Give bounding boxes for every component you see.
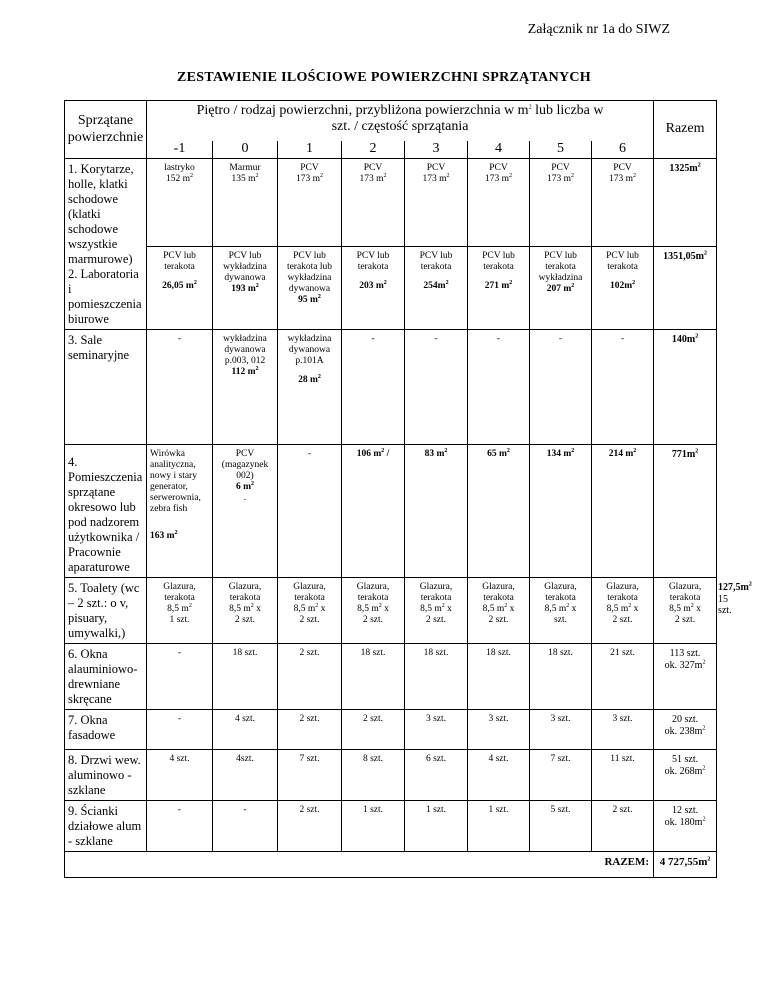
cell bbox=[213, 159, 278, 247]
floor-header: 1 bbox=[278, 141, 342, 159]
sup: 2 bbox=[381, 447, 385, 454]
cell: 18 szt. bbox=[405, 644, 468, 710]
row-label-periodic: 4. Pomieszczenia sprzątane okresowo lub pod nadzorem użytkownika / Pracownie aparaturowe bbox=[65, 445, 147, 578]
cell: 2 szt. bbox=[278, 644, 342, 710]
total-cell bbox=[654, 750, 717, 801]
cell-text: PCV lub bbox=[606, 251, 639, 262]
cell-text: 2 szt. bbox=[612, 614, 633, 625]
total-text: ok. 238m bbox=[664, 725, 703, 737]
row-label-toilets: 5. Toalety (wc – 2 szt.: o v, pisuary, umywalki,) bbox=[65, 578, 147, 644]
floor-header: 5 bbox=[530, 141, 592, 159]
cell-text: terakota bbox=[607, 261, 638, 272]
cell-text: generator, bbox=[150, 481, 188, 492]
cell bbox=[405, 247, 468, 330]
floor-header: 0 bbox=[213, 141, 278, 159]
total-text: ok. 268m bbox=[664, 765, 703, 777]
cell-text: terakota bbox=[164, 592, 195, 603]
sup: 2 bbox=[628, 602, 632, 609]
cell bbox=[468, 445, 530, 578]
cell-text: Glazura, bbox=[228, 582, 262, 592]
cell: - bbox=[213, 801, 278, 852]
cell: - bbox=[278, 445, 342, 578]
cell bbox=[147, 445, 213, 578]
cell-text: Glazura, bbox=[356, 582, 390, 592]
sup: 2 bbox=[441, 602, 445, 609]
sup: 2 bbox=[703, 250, 707, 257]
cell-text: 2 szt. bbox=[234, 614, 256, 625]
cell bbox=[342, 445, 405, 578]
cell-text: 2 szt. bbox=[488, 614, 509, 625]
cell-text: Glazura, bbox=[419, 582, 453, 592]
cell-text: 173 m bbox=[546, 173, 571, 184]
grand-total-number: 4 727,55m bbox=[659, 856, 708, 868]
cell-text: 8,5 m bbox=[420, 603, 442, 614]
cell bbox=[405, 578, 468, 644]
cell: - bbox=[147, 330, 213, 445]
cell-text: terakota bbox=[164, 261, 195, 272]
cell-text: . bbox=[243, 492, 247, 503]
cell bbox=[592, 445, 654, 578]
cell-value: 112 m bbox=[231, 366, 256, 377]
sup: 2 bbox=[702, 765, 706, 772]
cell-text: terakota bbox=[357, 261, 389, 272]
row-label-facade-windows: 7. Okna fasadowe bbox=[65, 710, 147, 750]
cell bbox=[592, 247, 654, 330]
cell bbox=[654, 578, 717, 644]
cell-text: terakota bbox=[545, 261, 576, 272]
header-total: Razem bbox=[654, 101, 717, 159]
sup: 2 bbox=[571, 447, 575, 454]
cell-text: dywanowa bbox=[288, 344, 331, 355]
cell-value: 83 m bbox=[424, 449, 445, 459]
sup: 2 bbox=[255, 282, 259, 289]
cell: 18 szt. bbox=[468, 644, 530, 710]
header-desc-sup: 2 bbox=[528, 104, 532, 111]
cell-text: Glazura, bbox=[482, 582, 515, 592]
floor-header: 4 bbox=[468, 141, 530, 159]
sup: 2 bbox=[695, 333, 699, 340]
header-areas-line2: powierzchnie bbox=[67, 129, 144, 145]
sup: 2 bbox=[317, 373, 321, 380]
grand-total-value bbox=[654, 852, 717, 878]
cell-text: 8,5 m bbox=[357, 603, 379, 614]
sup: 2 bbox=[702, 725, 706, 732]
cell-text: x bbox=[693, 603, 701, 614]
total-value: 127,5m bbox=[718, 582, 749, 593]
cell bbox=[278, 330, 342, 445]
cell-value: 207 m bbox=[546, 283, 572, 294]
sup: 2 bbox=[702, 659, 706, 666]
cell: 5 szt. bbox=[530, 801, 592, 852]
cell-text: terakota bbox=[420, 261, 452, 272]
cell-text: szt. bbox=[554, 614, 567, 625]
sup: 2 bbox=[509, 172, 512, 179]
cell bbox=[342, 247, 405, 330]
sup: 2 bbox=[251, 480, 255, 487]
cell bbox=[213, 445, 278, 578]
cell: 18 szt. bbox=[213, 644, 278, 710]
cell-text: x bbox=[318, 603, 326, 614]
cell-text: x bbox=[569, 603, 577, 614]
cell: - bbox=[147, 710, 213, 750]
cell-text: dywanowa bbox=[224, 344, 266, 355]
cell: 21 szt. bbox=[592, 644, 654, 710]
cell-text: Glazura, bbox=[606, 582, 639, 592]
cell: 7 szt. bbox=[278, 750, 342, 801]
cell bbox=[405, 445, 468, 578]
cell: 7 szt. bbox=[530, 750, 592, 801]
sup: 2 bbox=[695, 448, 699, 455]
cell-text: 002) bbox=[236, 470, 254, 481]
cell-text: Glazura, bbox=[544, 582, 577, 592]
cell-text: Wirówka bbox=[150, 449, 185, 459]
cell-text: terakota bbox=[669, 592, 701, 603]
total-value: 771m bbox=[671, 449, 696, 460]
cell-value: 254m bbox=[423, 280, 446, 291]
cell-text: 8,5 m bbox=[669, 603, 691, 614]
total-text: 20 szt. bbox=[671, 714, 699, 725]
cell-value: 134 m bbox=[546, 449, 572, 459]
cell-text: Glazura, bbox=[668, 582, 702, 592]
cell-text: analityczna, bbox=[150, 459, 196, 470]
cell: 4 szt. bbox=[213, 710, 278, 750]
sup: 2 bbox=[632, 279, 636, 286]
total-cell bbox=[654, 801, 717, 852]
cell-value: 28 m bbox=[298, 374, 318, 385]
cell: 4 szt. bbox=[147, 750, 213, 801]
cell: - bbox=[405, 330, 468, 445]
cell-text: dywanowa bbox=[288, 283, 331, 294]
cell bbox=[530, 247, 592, 330]
cell: 3 szt. bbox=[468, 710, 530, 750]
cell-text: terakota bbox=[229, 592, 261, 603]
cell-text: terakota lub bbox=[286, 261, 333, 272]
cell bbox=[213, 330, 278, 445]
cell-text: 2 szt. bbox=[362, 614, 384, 625]
cell-text: dywanowa bbox=[224, 272, 266, 283]
sup: 2 bbox=[378, 602, 382, 609]
cell-text: wykładzina bbox=[538, 272, 583, 283]
floor-header: 3 bbox=[405, 141, 468, 159]
cell: 1 szt. bbox=[342, 801, 405, 852]
cell-text: 173 m bbox=[609, 173, 634, 184]
cell-text: PCV bbox=[235, 449, 255, 459]
cell: - bbox=[468, 330, 530, 445]
cell bbox=[468, 159, 530, 247]
cell-text: terakota bbox=[483, 261, 514, 272]
sup: 2 bbox=[444, 447, 448, 454]
cell-value: 102m bbox=[609, 280, 633, 291]
cell: - bbox=[147, 644, 213, 710]
cell bbox=[147, 159, 213, 247]
total-text: 12 szt. bbox=[671, 805, 699, 816]
cell: 11 szt. bbox=[592, 750, 654, 801]
cell-text: x bbox=[631, 603, 639, 614]
label-corridors: 1. Korytarze, holle, klatki schodowe (klatki schodowe wszystkie marmurowe) bbox=[68, 162, 134, 266]
sup: 2 bbox=[190, 172, 193, 179]
row-label-corridors-labs bbox=[65, 159, 147, 330]
cell-value: 6 m bbox=[235, 481, 252, 492]
total-cell bbox=[654, 247, 717, 330]
cell-text: PCV lub bbox=[419, 251, 453, 262]
cell: 4szt. bbox=[213, 750, 278, 801]
total-value: 140m bbox=[671, 334, 696, 345]
cell-text: (magazynek bbox=[221, 459, 269, 470]
cell-text: Glazura, bbox=[293, 582, 326, 592]
cell-text: 8,5 m bbox=[544, 603, 567, 614]
cell-text: PCV lub bbox=[228, 251, 262, 262]
cell-value: 193 m bbox=[231, 283, 256, 294]
cell: 2 szt. bbox=[278, 801, 342, 852]
cell: - bbox=[147, 801, 213, 852]
row-label-partitions: 9. Ścianki działowe alum - szklane bbox=[65, 801, 147, 852]
sup: 2 bbox=[445, 279, 449, 286]
cell-text: PCV bbox=[300, 163, 319, 173]
cell: 2 szt. bbox=[592, 801, 654, 852]
cell-value: 214 m bbox=[608, 449, 634, 459]
cell-text: terakota bbox=[294, 592, 325, 603]
sup: 2 bbox=[707, 856, 711, 863]
total-value: 1325m bbox=[669, 163, 698, 174]
total-cell bbox=[654, 644, 717, 710]
cell-text: PCV lub bbox=[163, 251, 196, 262]
header-desc-text: Piętro / rodzaj powierzchni, przybliżona powierzchnia w m bbox=[196, 103, 529, 118]
cell: 4 szt. bbox=[468, 750, 530, 801]
total-cell bbox=[654, 330, 717, 445]
grand-total-label: RAZEM: bbox=[65, 852, 654, 878]
cell bbox=[530, 578, 592, 644]
cell-text: lastryko bbox=[164, 163, 195, 173]
floor-header: 2 bbox=[342, 141, 405, 159]
label-labs: 2. Laboratoria i pomieszczenia biurowe bbox=[68, 267, 142, 326]
row-label-seminar: 3. Sale seminaryjne bbox=[65, 330, 147, 445]
sup: 2 bbox=[255, 365, 259, 372]
sup: 2 bbox=[317, 293, 321, 300]
cell: 3 szt. bbox=[405, 710, 468, 750]
cell-text: terakota bbox=[420, 592, 452, 603]
cell-text: p.101A bbox=[295, 355, 324, 366]
cell-text: 173 m bbox=[484, 173, 509, 184]
sup: 2 bbox=[383, 172, 387, 179]
sup: 2 bbox=[188, 602, 192, 609]
cell bbox=[278, 159, 342, 247]
sup: 2 bbox=[509, 279, 513, 286]
total-text: ok. 180m bbox=[664, 816, 703, 828]
cell-text: 8,5 m bbox=[606, 603, 629, 614]
cell-text: 8,5 m bbox=[167, 603, 189, 614]
cell-value: 203 m bbox=[359, 280, 384, 291]
cell: - bbox=[342, 330, 405, 445]
cell bbox=[342, 159, 405, 247]
cell-value: 65 m bbox=[487, 449, 507, 459]
cell: 1 szt. bbox=[468, 801, 530, 852]
cell: - bbox=[592, 330, 654, 445]
cell-value: 95 m bbox=[298, 294, 318, 305]
cell bbox=[278, 247, 342, 330]
attachment-header: Załącznik nr 1a do SIWZ bbox=[527, 22, 670, 37]
sup: 2 bbox=[504, 602, 508, 609]
cell-text: terakota bbox=[483, 592, 514, 603]
cell-text: Marmur bbox=[229, 163, 261, 173]
cell-text: 2 szt. bbox=[675, 614, 696, 625]
cell bbox=[530, 159, 592, 247]
header-desc-line2: szt. / częstość sprzątania bbox=[331, 119, 469, 135]
sup: 2 bbox=[633, 447, 637, 454]
cell bbox=[147, 578, 213, 644]
sup: 2 bbox=[320, 172, 323, 179]
sup: 2 bbox=[633, 172, 637, 179]
cell-text: 8,5 m bbox=[482, 603, 505, 614]
cell-text: wykładzina bbox=[223, 334, 267, 344]
cell-text: PCV lub bbox=[482, 251, 515, 262]
sup: 2 bbox=[702, 816, 706, 823]
sup: 2 bbox=[690, 602, 694, 609]
cell-text: x bbox=[507, 603, 515, 614]
cell-text: wykładzina bbox=[287, 334, 332, 344]
cell: 8 szt. bbox=[342, 750, 405, 801]
sup: 2 bbox=[174, 529, 178, 536]
cell bbox=[592, 159, 654, 247]
sup: 2 bbox=[446, 172, 450, 179]
cell: 6 szt. bbox=[405, 750, 468, 801]
cell-text: PCV bbox=[489, 163, 508, 173]
cell-text: x bbox=[381, 603, 389, 614]
cell bbox=[213, 578, 278, 644]
cell-text: wykładzina bbox=[223, 261, 267, 272]
header-desc-text-b: lub liczba w bbox=[531, 103, 604, 118]
cell bbox=[278, 578, 342, 644]
cell: 18 szt. bbox=[342, 644, 405, 710]
cell bbox=[405, 159, 468, 247]
cell-text: terakota bbox=[545, 592, 576, 603]
header-floors-description bbox=[147, 101, 654, 141]
cell: 2 szt. bbox=[278, 710, 342, 750]
sup: 2 bbox=[193, 279, 197, 286]
sup: 2 bbox=[250, 602, 254, 609]
cell-text: PCV lub bbox=[544, 251, 577, 262]
sup: 2 bbox=[571, 282, 575, 289]
cell-text: PCV bbox=[426, 163, 446, 173]
sup: 2 bbox=[566, 602, 570, 609]
cell bbox=[342, 578, 405, 644]
cell: - bbox=[530, 330, 592, 445]
surface-table: Sprzątane powierzchnie Piętro / rodzaj powierzchni, przybliżona powierzchnia w $m^2$ lub liczba w szt. / częstość sprzątania Razem -1 0 1 2 3 4 5 6 1. Korytarze, holle, klatki schodowe (klatki schodowe wszystkie marmurowe) 2. Laboratoria i pomieszczenia biurowe lastryko 152 $m^2$ Marmur 135 $m^2$ PCV 173 $m^2$ PCV 173 $m^2$ PCV 173 $m^2$ PCV 173 $m^2$ PCV 173 $m^2$ PCV 173 $m^2$ $1325m^2$ PCV lub terakota 26,05 $m^2$ PCV lub wykładzina dywanowa 193 $m^2$ PCV lub terakota lub wykładzina dywanowa 95 $m^2$ PCV lub terakota 203 $m^2$ PCV lub terakota $254m^2$ PCV lub terakota 271 $m^2$ PCV lub terakota wykładzina 207 $m^2$ PCV lub terakota $102m^2$ $1351,05m^2$ 3. Sale seminaryjne - wykładzina dywanowa p.003, 012 112 $m^2$ wykładzina dywanowa p.101A 28 $m^2$ - - - - - $140m^2$ 4. Pomieszczenia sprzątane okresowo lub pod nadzorem użytkownika / Pracownie aparaturowe Wirówka analityczna, nowy i stary generator, serwerownia, zebra fish 163 $m^2$ PCV (magazynek 002) 6 $m^2$ . - 106 $m^2$ / 83 $m^2$ 65 $m^2$ 134 $m^2$ 214 $m^2$ $771m^2$ 5. Toalety (wc – 2 szt.: o v, pisuary, umywalki,) Glazura, terakota 8,5 $m^2$ 1 szt. Glazura, terakota 8,5 $m^2$ x 2 szt. Glazura, terakota 8,5 $m^2$ x 2 szt. Glazura, terakota 8,5 $m^2$ x 2 szt. Glazura, terakota 8,5 $m^2$ x 2 szt. Glazura, terakota 8,5 $m^2$ x 2 szt. Glazura, terakota 8,5 $m^2$ x szt. Glazura, terakota 8,5 $m^2$ x 2 szt. Glazura, terakota 8,5 $m^2$ x 2 szt. $127,5m^2$ 15 szt. 6. Okna alauminiowo-drewniane skręcane - 18 szt. 2 szt. 18 szt. 18 szt. 18 szt. 18 szt. 21 szt. 113 szt. ok. $327m^2$ 7. Okna fasadowe - 4 szt. 2 szt. 2 szt. 3 szt. 3 szt. 3 szt. 3 szt. 20 szt. ok. $238m^2$ 8. Drzwi wew. aluminowo - szklane 4 szt. 4szt. 7 szt. 8 szt. 6 szt. 4 szt. 7 szt. 11 szt. 51 szt. ok. $268m^2$ 9. Ścianki działowe alum - szklane - - 2 szt. 1 szt. 1 szt. 1 szt. 5 szt. 2 szt. 12 szt. ok. $180m^2$ RAZEM: 4 $727,55m^2$ bbox=[64, 100, 717, 878]
cell-value: 26,05 m bbox=[162, 280, 194, 291]
cell-text: PCV lub bbox=[356, 251, 390, 262]
document-title: ZESTAWIENIE ILOŚCIOWE POWIERZCHNI SPRZĄTANYCH bbox=[176, 70, 591, 85]
cell: 1 szt. bbox=[405, 801, 468, 852]
total-text: 51 szt. bbox=[671, 754, 699, 765]
cell-text: PCV lub bbox=[293, 251, 326, 262]
sup: 2 bbox=[383, 279, 387, 286]
total-cell bbox=[654, 710, 717, 750]
cell-text: 8,5 m bbox=[229, 603, 251, 614]
cell-text: 135 m bbox=[231, 173, 256, 184]
cell-text: / bbox=[384, 449, 390, 459]
cell bbox=[468, 247, 530, 330]
cell-text: terakota bbox=[607, 592, 638, 603]
cell-text: 173 m bbox=[422, 173, 447, 184]
cell bbox=[530, 445, 592, 578]
cell-text: 2 szt. bbox=[425, 614, 447, 625]
header-areas-line1: Sprzątane bbox=[77, 113, 134, 129]
floor-header: 6 bbox=[592, 141, 654, 159]
cell-text: serwerownia, bbox=[150, 492, 201, 503]
cell-text: terakota bbox=[357, 592, 389, 603]
cell-text: 8,5 m bbox=[293, 603, 316, 614]
cell-text: x bbox=[444, 603, 452, 614]
cell-value: 271 m bbox=[484, 280, 510, 291]
cell-value: 163 m bbox=[150, 530, 175, 541]
cell-text: 152 m bbox=[165, 173, 190, 184]
cell-value: 106 m bbox=[356, 449, 382, 459]
header-areas bbox=[65, 101, 147, 159]
cell-text: zebra fish bbox=[150, 503, 188, 514]
cell-text: p.003, 012 bbox=[224, 355, 266, 366]
cell bbox=[468, 578, 530, 644]
sup: 2 bbox=[315, 602, 319, 609]
cell bbox=[592, 578, 654, 644]
cell: 3 szt. bbox=[530, 710, 592, 750]
cell-text: Glazura, bbox=[163, 582, 196, 592]
cell-text: nowy i stary bbox=[150, 470, 197, 481]
cell-text: x bbox=[253, 603, 261, 614]
total-text: 113 szt. bbox=[669, 648, 701, 659]
total-cell bbox=[654, 445, 717, 578]
cell-text: PCV bbox=[363, 163, 383, 173]
row-label-windows: 6. Okna alauminiowo-drewniane skręcane bbox=[65, 644, 147, 710]
total-text: ok. 327m bbox=[664, 659, 703, 671]
cell bbox=[147, 247, 213, 330]
cell-text: wykładzina bbox=[287, 272, 332, 283]
row-label-doors: 8. Drzwi wew. aluminowo - szklane bbox=[65, 750, 147, 801]
cell: 18 szt. bbox=[530, 644, 592, 710]
sup: 2 bbox=[255, 172, 259, 179]
cell-text: 1 szt. bbox=[169, 614, 190, 625]
cell-text: 173 m bbox=[359, 173, 384, 184]
cell-text: 2 szt. bbox=[299, 614, 320, 625]
cell-text: 173 m bbox=[295, 173, 320, 184]
sup: 2 bbox=[748, 581, 752, 588]
cell-text: PCV bbox=[551, 163, 570, 173]
sup: 2 bbox=[571, 172, 574, 179]
total-value: 1351,05m bbox=[663, 251, 704, 263]
sup: 2 bbox=[506, 447, 510, 454]
floor-header: -1 bbox=[147, 141, 213, 159]
sup: 2 bbox=[697, 162, 701, 169]
cell: 3 szt. bbox=[592, 710, 654, 750]
cell: 2 szt. bbox=[342, 710, 405, 750]
cell-text: PCV bbox=[613, 163, 632, 173]
total-cell bbox=[654, 159, 717, 247]
cell bbox=[213, 247, 278, 330]
